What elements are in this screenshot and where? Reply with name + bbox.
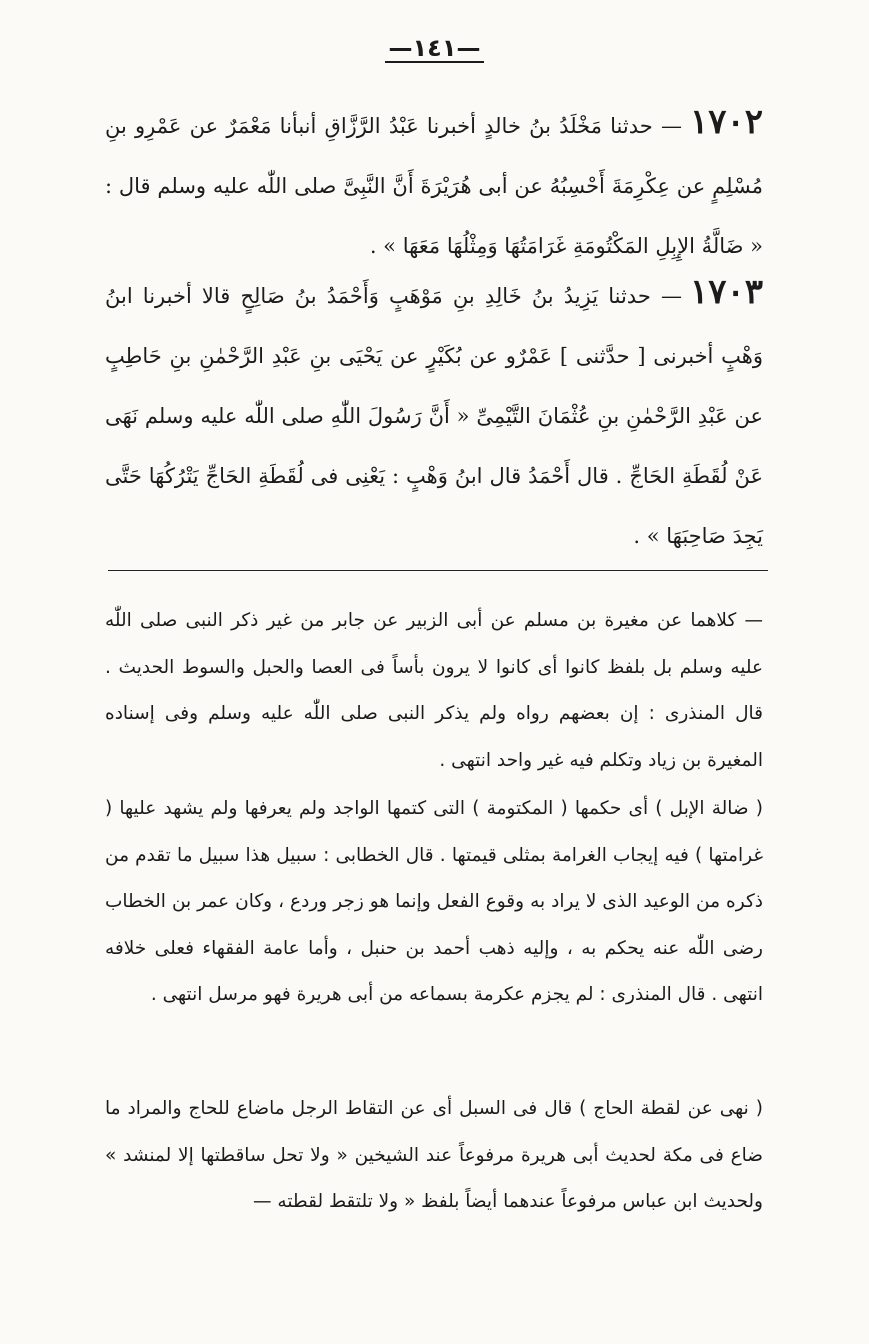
footnote-divider xyxy=(108,570,768,571)
commentary-paragraph: ( ضالة الإبل ) أى حكمها ( المكتومة ) التى كتمها الواجد ولم يعرفها ولم يشهد عليها ( غرامتها ) فيه إيجاب الغرامة بمثلى قيمتها . قال الخطابى : سبيل هذا سبيل ما تقدم من ذكره من الوعيد الذى لا يراد به وقوع الفعل وإنما هو زجر وردع ، وكان عمر بن الخطاب رضى اللّٰه عنه يحكم به ، وإليه ذهب أحمد بن حنبل ، وأما عامة الفقهاء فعلى خلافه انتهى . قال المنذرى : لم يجزم عكرمة بسماعه من أبى هريرة فهو مرسل انتهى . xyxy=(105,798,763,1005)
hadith-1702 xyxy=(105,92,763,276)
hadith-1703 xyxy=(105,262,763,566)
hadith-text: — حدثنا يَزِيدُ بنُ خَالِدِ بنِ مَوْهَبٍ وَأَحْمَدُ بنُ صَالِحٍ قالا أخبرنا ابنُ وَهْبٍ أخبرنى [ حدَّثنى ] عَمْرٌو عن بُكَيْرٍ عن يَحْيَى بنِ عَبْدِ الرَّحْمٰنِ بنِ حَاطِبٍ عن عَبْدِ الرَّحْمٰنِ بنِ عُثْمَانَ التَّيْمِىِّ « أَنَّ رَسُولَ اللّٰهِ صلى اللّٰه عليه وسلم نَهَى عَنْ لُقَطَةِ الحَاجِّ . قال أَحْمَدُ قال ابنُ وَهْبٍ : يَعْنِى فى لُقَطَةِ الحَاجِّ يَتْرُكُهَا حَتَّى يَجِدَ صَاحِبَهَا » . xyxy=(105,284,763,548)
page-number: —١٤١— xyxy=(0,34,869,63)
commentary-paragraph: — كلاهما عن مغيرة بن مسلم عن أبى الزبير عن جابر من غير ذكر النبى صلى اللّٰه عليه وسلم بل بلفظ كانوا أى كانوا لا يرون بأساً فى العصا والحبل والسوط الحديث . قال المنذرى : إن بعضهم رواه ولم يذكر النبى صلى اللّٰه عليه وسلم وفى إسناده المغيرة بن زياد وتكلم فيه غير واحد انتهى . xyxy=(105,610,763,771)
hadith-number: ١٧٠٢ xyxy=(689,102,763,142)
hadith-text: — حدثنا مَخْلَدُ بنُ خالدٍ أخبرنا عَبْدُ الرَّزَّاقِ أنبأنا مَعْمَرٌ عن عَمْرِو بنِ مُسْلِمٍ عن عِكْرِمَةَ أَحْسِبُهُ عن أبى هُرَيْرَةَ أَنَّ النَّبِىَّ صلى اللّٰه عليه وسلم قال : « ضَالَّةُ الإِبِلِ المَكْتُومَةِ غَرَامَتُهَا وَمِثْلُهَا مَعَهَا » . xyxy=(105,114,763,258)
commentary-paragraph: ( نهى عن لقطة الحاج ) قال فى السبل أى عن التقاط الرجل ماضاع للحاج والمراد ما ضاع فى مكة لحديث أبى هريرة مرفوعاً عند الشيخين « ولا تحل ساقطتها إلا لمنشد » ولحديث ابن عباس مرفوعاً عندهما أيضاً بلفظ « ولا تلتقط لقطته — xyxy=(105,1098,763,1212)
hadith-number: ١٧٠٣ xyxy=(689,272,763,312)
